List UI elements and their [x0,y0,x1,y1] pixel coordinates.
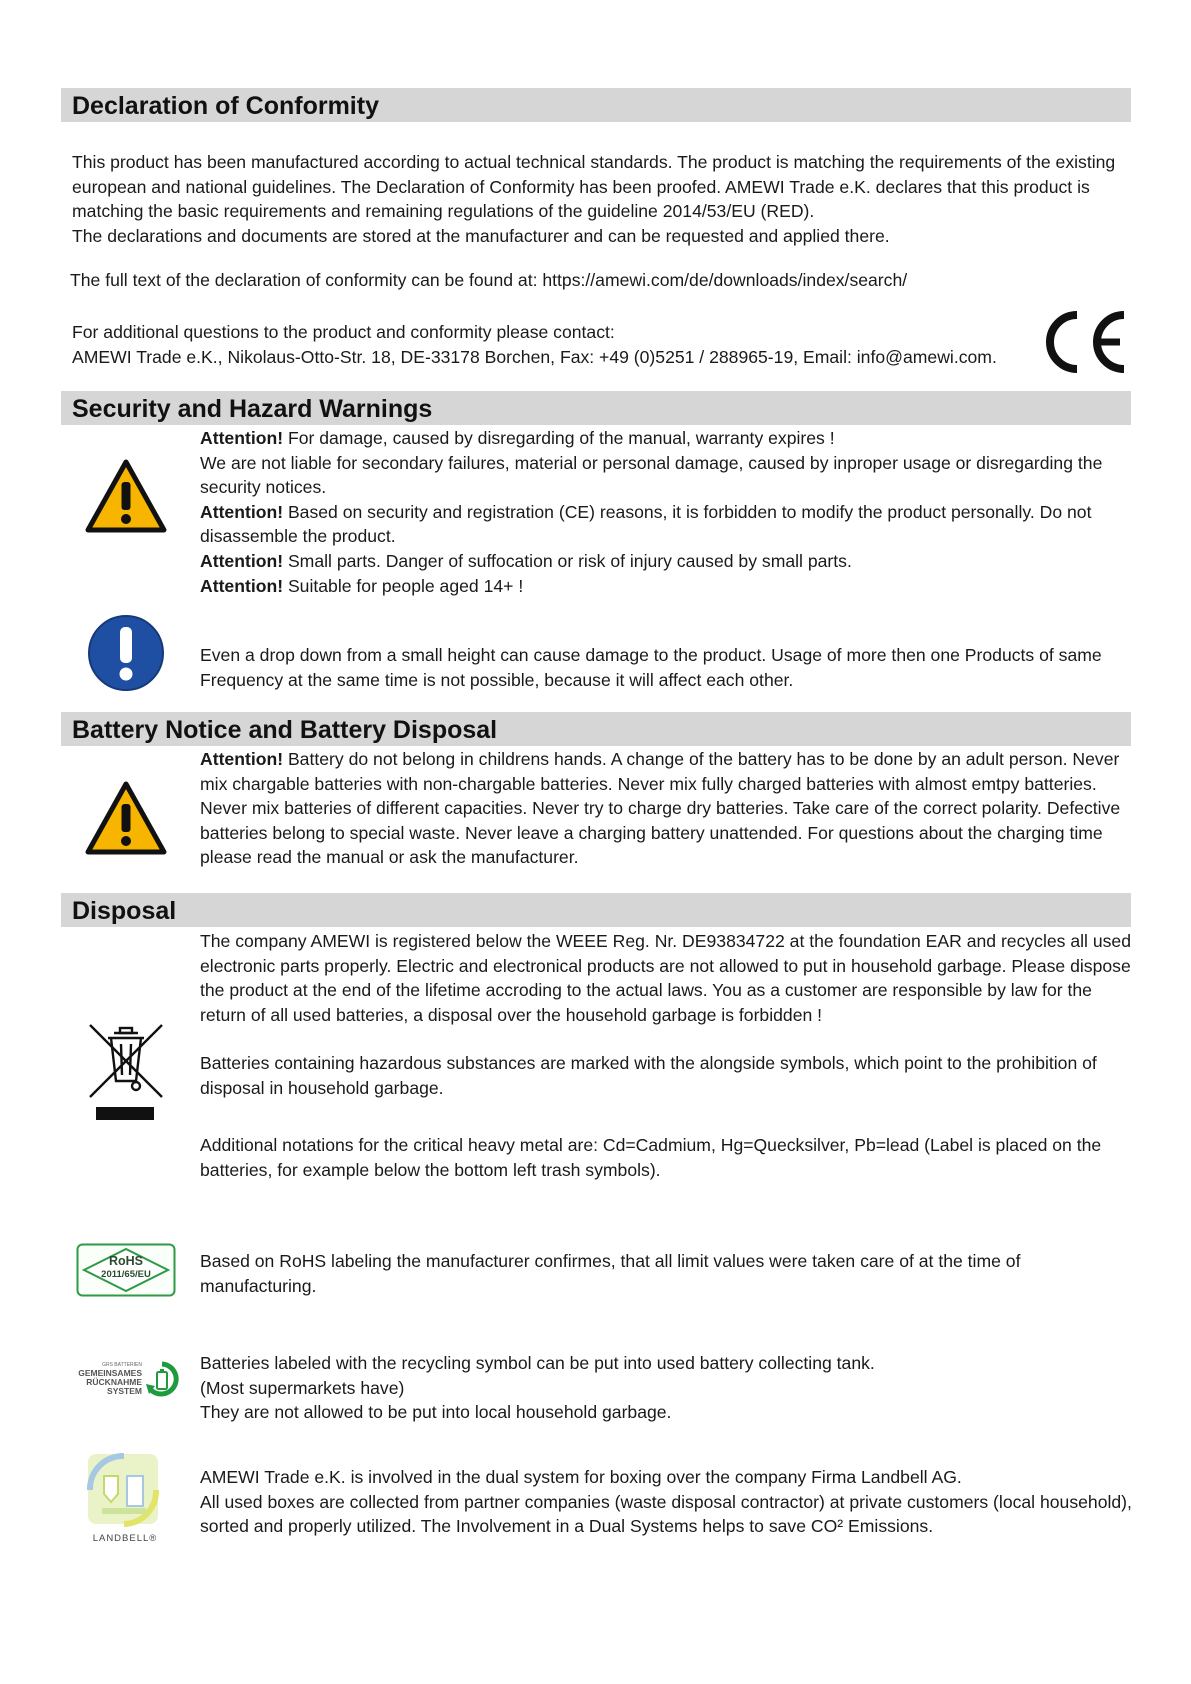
grs-line3: They are not allowed to be put into local household garbage. [200,1402,672,1423]
ce-mark-text: CE [1040,309,1042,310]
security-header [61,391,1131,425]
rohs-logo [76,1243,176,1297]
heavy-metal-text: Additional notations for the critical heavy metal are: Cd=Cadmium, Hg=Quecksilver, Pb=lead (Label is placed on the batteries, for example below the bottom left trash symbols). [200,1135,1102,1180]
landbell-text [200,1465,1135,1539]
hazardous-text: Batteries containing hazardous substances are marked with the alongside symbols, which point to the prohibition of disposal in household garbage. [200,1053,1097,1098]
disposal-body [200,929,1135,1101]
attention-label: Attention! [200,550,284,571]
rohs-logo-directive: 2011/65/EU [101,1269,151,1280]
warning-4 [200,549,1135,574]
attention-label: Attention! [200,501,284,522]
security-warnings [200,426,1135,598]
warning-1 [200,426,1135,451]
landbell-logo [80,1450,170,1546]
conformity-header [61,88,1131,122]
attention-label: Attention! [200,428,284,448]
battery-header [61,712,1131,746]
grs-line1: Batteries labeled with the recycling symbol can be put into used battery collecting tank. [200,1353,875,1373]
disposal-header [61,893,1131,927]
drop-notice: Even a drop down from a small height can cause damage to the product. Usage of more then one Products of same Frequency at the same time is not possible, because it will affect each other. [200,645,1102,690]
warning-2: We are not liable for secondary failures, material or personal damage, caused by inproper usage or disregarding the security notices. [200,452,1103,498]
conformity-fulltext: The full text of the declaration of conformity can be found at: https://amewi.com/de/downloads/index/search/ [70,270,908,290]
crossed-bin-icon [86,1021,166,1121]
battery-recycling-icon [144,1361,180,1399]
warning-triangle-icon [84,458,168,534]
warning-3 [200,500,1135,549]
warning-5 [200,574,1135,599]
rohs-logo-title: RoHS [108,1254,144,1268]
warning-4-text: Small parts. Danger of suffocation or risk of injury caused by small parts. [283,550,852,571]
warning-1-text: For damage, caused by disregarding of the manual, warranty expires ! [283,428,835,448]
mandatory-notice-icon [86,613,166,693]
contact-line2: AMEWI Trade e.K., Nikolaus-Otto-Str. 18, DE-33178 Borchen, Fax: +49 (0)5251 / 288965-19, Email: info@amewi.com. [72,346,997,367]
grs-logo-top: GRS BATTERIEN [102,1362,142,1368]
conformity-para2: The declarations and documents are stored at the manufacturer and can be requested and applied there. [72,225,890,246]
landbell-emblem-icon [80,1450,170,1530]
grs-text [200,1351,1135,1425]
attention-label: Attention! [200,749,284,769]
landbell-logo-text: LANDBELL® [92,1533,158,1544]
grs-logo-line1: GEMEINSAMES [78,1368,142,1378]
weee-text: The company AMEWI is registered below the WEEE Reg. Nr. DE93834722 at the foundation EAR and recycles all used electronic parts properly. Electric and electronical products are not allowed to put in household garbage. Please dispose the product at the end of the lifetime accroding to the actual laws. You as a customer are responsible by law for the return of all used batteries, a disposal over the household garbage is forbidden ! [200,931,1131,1025]
rohs-text: Based on RoHS labeling the manufacturer confirmes, that all limit values were taken care of at the time of manufacturing. [200,1251,1021,1296]
grs-logo-line2: RÜCKNAHME [86,1377,142,1387]
ce-mark-icon [1040,309,1132,375]
contact-line1: For additional questions to the product and conformity please contact: [72,322,615,342]
conformity-contact [72,320,1042,369]
grs-logo [70,1360,180,1404]
grs-logo-line3: SYSTEM [107,1386,142,1396]
security-title: Security and Hazard Warnings [72,395,433,423]
warning-3-text: Based on security and registration (CE) reasons, it is forbidden to modify the product personally. Do not disassemble the product. [200,501,1092,547]
attention-label: Attention! [200,575,284,596]
battery-notice-text [200,747,1135,870]
grs-line2: (Most supermarkets have) [200,1377,405,1398]
battery-notice-body: Battery do not belong in childrens hands. A change of the battery has to be done by an adult person. Never mix chargable batteries with non-chargable batteries. Never mix fully charged batteries with almost emtpy batteries. Never mix batteries of different capacities. Never try to charge dry batteries. Take care of the correct polarity. Defective batteries belong to special waste. Never leave a charging battery unattended. For questions about the charging time please read the manual or ask the manufacturer. [200,749,1121,868]
disposal-title: Disposal [72,897,177,925]
conformity-body [72,150,1132,248]
landbell-line2: All used boxes are collected from partner companies (waste disposal contractor) at private customers (local household), sorted and properly utilized. The Involvement in a Dual Systems helps to save CO² Emissions. [200,1491,1132,1537]
warning-5-text: Suitable for people aged 14+ ! [283,575,524,596]
conformity-title: Declaration of Conformity [72,92,379,120]
landbell-line1: AMEWI Trade e.K. is involved in the dual system for boxing over the company Firma Landbell AG. [200,1467,962,1487]
battery-warning-triangle-icon [84,780,168,856]
battery-title: Battery Notice and Battery Disposal [72,716,498,744]
conformity-para1: This product has been manufactured according to actual technical standards. The product is matching the requirements of the existing european and national guidelines. The Declaration of Conformity has been proofed. AMEWI Trade e.K. declares that this product is matching the basic requirements and remaining regulations of the guideline 2014/53/EU (RED). [72,152,1116,222]
